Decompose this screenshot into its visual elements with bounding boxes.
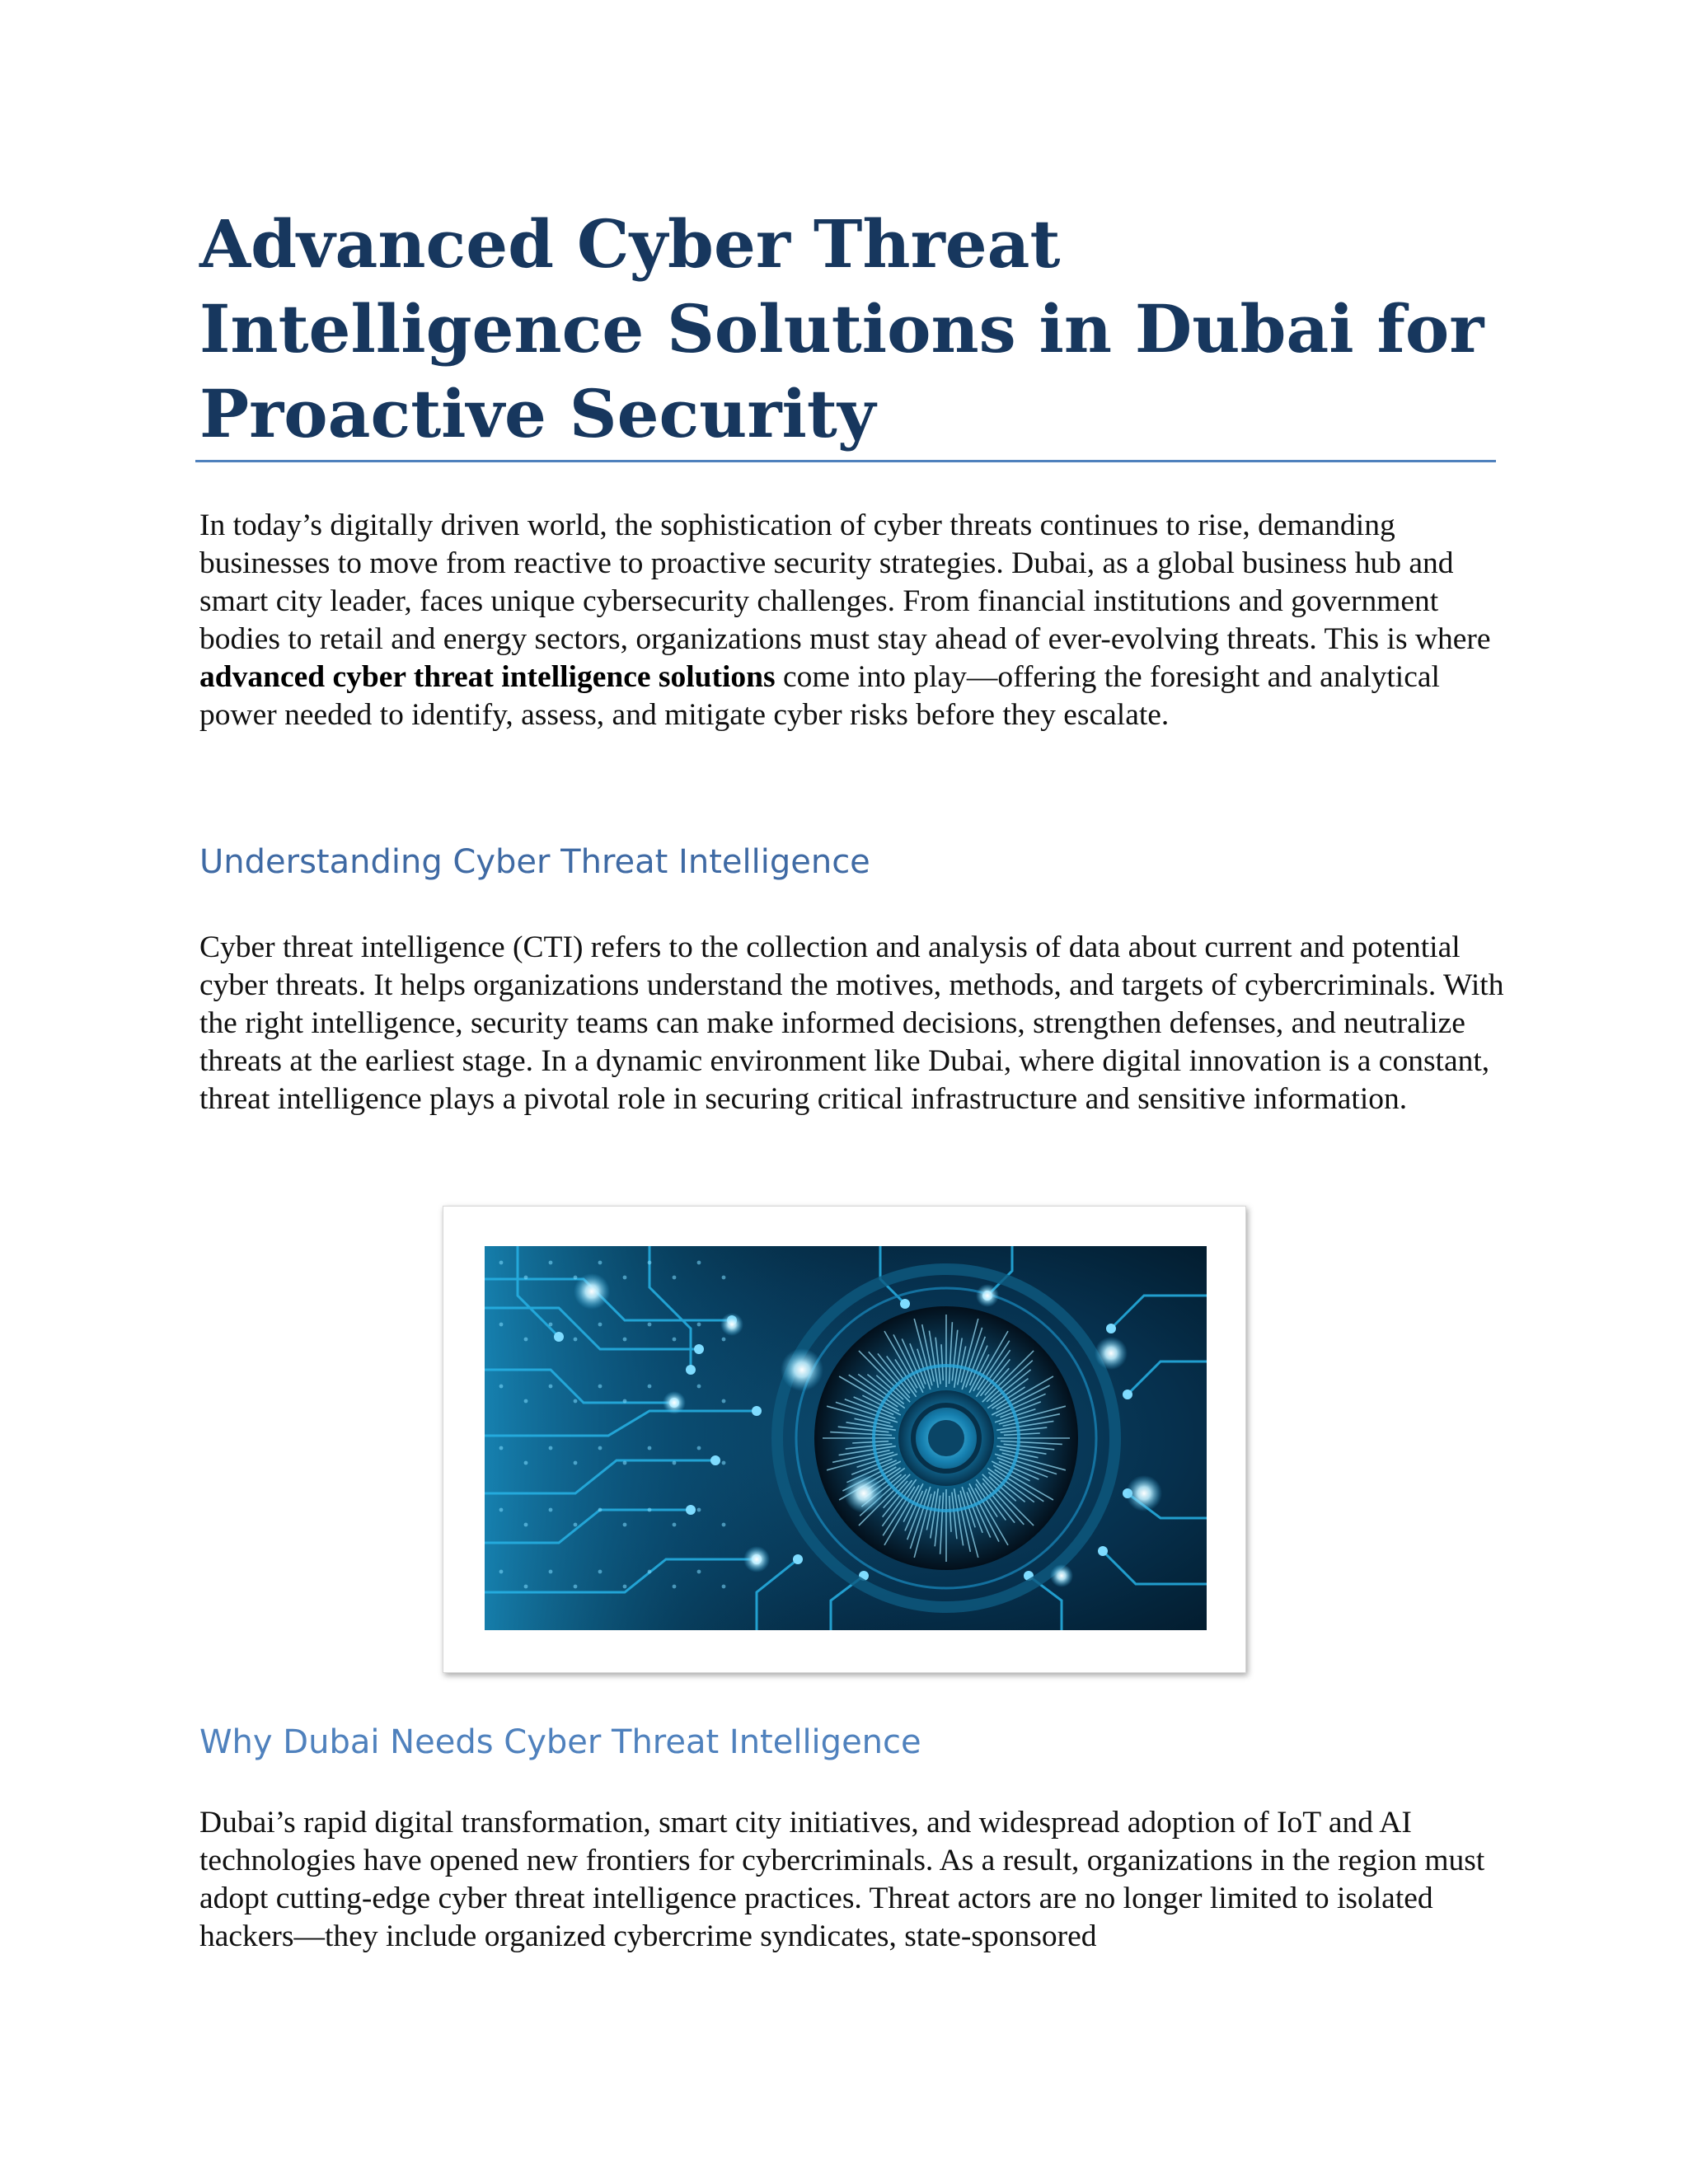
light-spark: [781, 1348, 823, 1391]
circuit-dot: [574, 1399, 578, 1404]
circuit-dot: [524, 1399, 528, 1404]
circuit-dot: [574, 1461, 578, 1465]
circuit-dot: [499, 1570, 504, 1574]
circuit-node: [793, 1554, 803, 1564]
circuit-dot: [673, 1585, 677, 1589]
intro-text-end: come into play—offering the foresight and analytical power needed to identify, assess, and mitigate cyber risks before they escalate.: [199, 660, 1440, 732]
circuit-dot: [549, 1446, 553, 1451]
circuit-dot: [673, 1523, 677, 1527]
circuit-dot: [648, 1323, 652, 1327]
circuit-dot: [549, 1323, 553, 1327]
circuit-dot: [722, 1338, 726, 1342]
circuit-node: [686, 1505, 696, 1515]
circuit-dot: [524, 1276, 528, 1280]
light-spark: [720, 1313, 743, 1336]
circuit-dot: [697, 1261, 701, 1265]
circuit-node: [1123, 1390, 1132, 1399]
section-heading-why-dubai: Why Dubai Needs Cyber Threat Intelligence: [199, 1723, 921, 1761]
circuit-dot: [549, 1508, 553, 1512]
circuit-dot: [648, 1261, 652, 1265]
pupil-core: [928, 1420, 964, 1456]
circuit-dot: [623, 1399, 627, 1404]
circuit-dot: [697, 1570, 701, 1574]
circuit-dot: [499, 1261, 504, 1265]
circuit-dot: [697, 1323, 701, 1327]
circuit-dot: [549, 1385, 553, 1389]
circuit-dot: [623, 1338, 627, 1342]
intro-bold-phrase: advanced cyber threat intelligence solutions: [199, 660, 776, 694]
cyber-eye-circuit-image: [485, 1246, 1207, 1630]
circuit-dot: [574, 1523, 578, 1527]
light-spark: [844, 1474, 884, 1513]
cyber-eye-figure: [443, 1206, 1246, 1673]
circuit-dot: [673, 1461, 677, 1465]
circuit-dot: [524, 1523, 528, 1527]
circuit-dot: [598, 1323, 603, 1327]
circuit-node: [686, 1365, 696, 1375]
circuit-dot: [598, 1446, 603, 1451]
light-spark: [663, 1391, 686, 1414]
circuit-dot: [722, 1461, 726, 1465]
circuit-node: [752, 1406, 762, 1416]
light-spark: [1095, 1337, 1128, 1370]
circuit-dot: [598, 1570, 603, 1574]
circuit-dot: [697, 1446, 701, 1451]
circuit-dot: [623, 1585, 627, 1589]
circuit-dot: [722, 1523, 726, 1527]
circuit-dot: [598, 1261, 603, 1265]
light-spark: [574, 1273, 610, 1310]
circuit-dot: [648, 1385, 652, 1389]
circuit-dot: [722, 1399, 726, 1404]
circuit-dot: [499, 1385, 504, 1389]
circuit-dot: [574, 1276, 578, 1280]
light-spark: [1126, 1475, 1162, 1511]
circuit-dot: [499, 1508, 504, 1512]
circuit-dot: [524, 1338, 528, 1342]
circuit-dot: [697, 1385, 701, 1389]
circuit-dot: [722, 1276, 726, 1280]
circuit-dot: [549, 1570, 553, 1574]
circuit-dot: [524, 1461, 528, 1465]
circuit-dot: [499, 1446, 504, 1451]
circuit-dot: [574, 1338, 578, 1342]
circuit-dot: [648, 1570, 652, 1574]
section-body-understanding-cti: Cyber threat intelligence (CTI) refers to the collection and analysis of data about current and potential cyber threats. It helps organizations understand the motives, methods, and targets of cybercriminals. With the right intelligence, security teams can make informed decisions, strengthen defenses, and neutralize threats at the earliest stage. In a dynamic environment like Dubai, where digital innovation is a constant, threat intelligence plays a pivotal role in securing critical infrastructure and sensitive information.: [199, 930, 1504, 1116]
light-spark: [743, 1546, 770, 1572]
circuit-dot: [524, 1585, 528, 1589]
intro-text-start: In today’s digitally driven world, the sophistication of cyber threats continues to rise, demanding businesses to move from reactive to proactive security strategies. Dubai, as a global business hub and smart city leader, faces unique cybersecurity challenges. From financial institutions and government bodies to retail and energy sectors, organizations must stay ahead of ever-evolving threats. This is where: [199, 509, 1491, 656]
circuit-dot: [623, 1276, 627, 1280]
light-spark: [976, 1284, 999, 1307]
circuit-node: [1106, 1324, 1116, 1333]
circuit-dot: [648, 1508, 652, 1512]
intro-paragraph: [199, 507, 1518, 734]
light-spark: [1050, 1564, 1073, 1587]
circuit-dot: [623, 1523, 627, 1527]
circuit-dot: [623, 1461, 627, 1465]
circuit-dot: [598, 1385, 603, 1389]
circuit-dot: [722, 1585, 726, 1589]
circuit-node: [710, 1455, 720, 1465]
circuit-node: [554, 1332, 564, 1342]
circuit-node: [1098, 1546, 1108, 1556]
circuit-node: [900, 1299, 910, 1309]
circuit-dot: [499, 1323, 504, 1327]
document-title: Advanced Cyber Threat Intelligence Solutions in Dubai for Proactive Security: [199, 205, 1484, 452]
section-heading-understanding-cti: Understanding Cyber Threat Intelligence: [199, 843, 870, 881]
circuit-dot: [598, 1508, 603, 1512]
circuit-dot: [697, 1508, 701, 1512]
circuit-dot: [648, 1446, 652, 1451]
circuit-dot: [549, 1261, 553, 1265]
circuit-dot: [673, 1276, 677, 1280]
section-body-why-dubai: Dubai’s rapid digital transformation, smart city initiatives, and widespread adoption of IoT and AI technologies have opened new frontiers for cybercriminals. As a result, organizations in the region must adopt cutting-edge cyber threat intelligence practices. Threat actors are no longer limited to isolated hackers—they include organized cybercrime syndicates, state-sponsored: [199, 1806, 1485, 1953]
circuit-dot: [574, 1585, 578, 1589]
title-underline-divider: [195, 460, 1496, 462]
circuit-node: [694, 1344, 704, 1354]
circuit-dot: [673, 1338, 677, 1342]
